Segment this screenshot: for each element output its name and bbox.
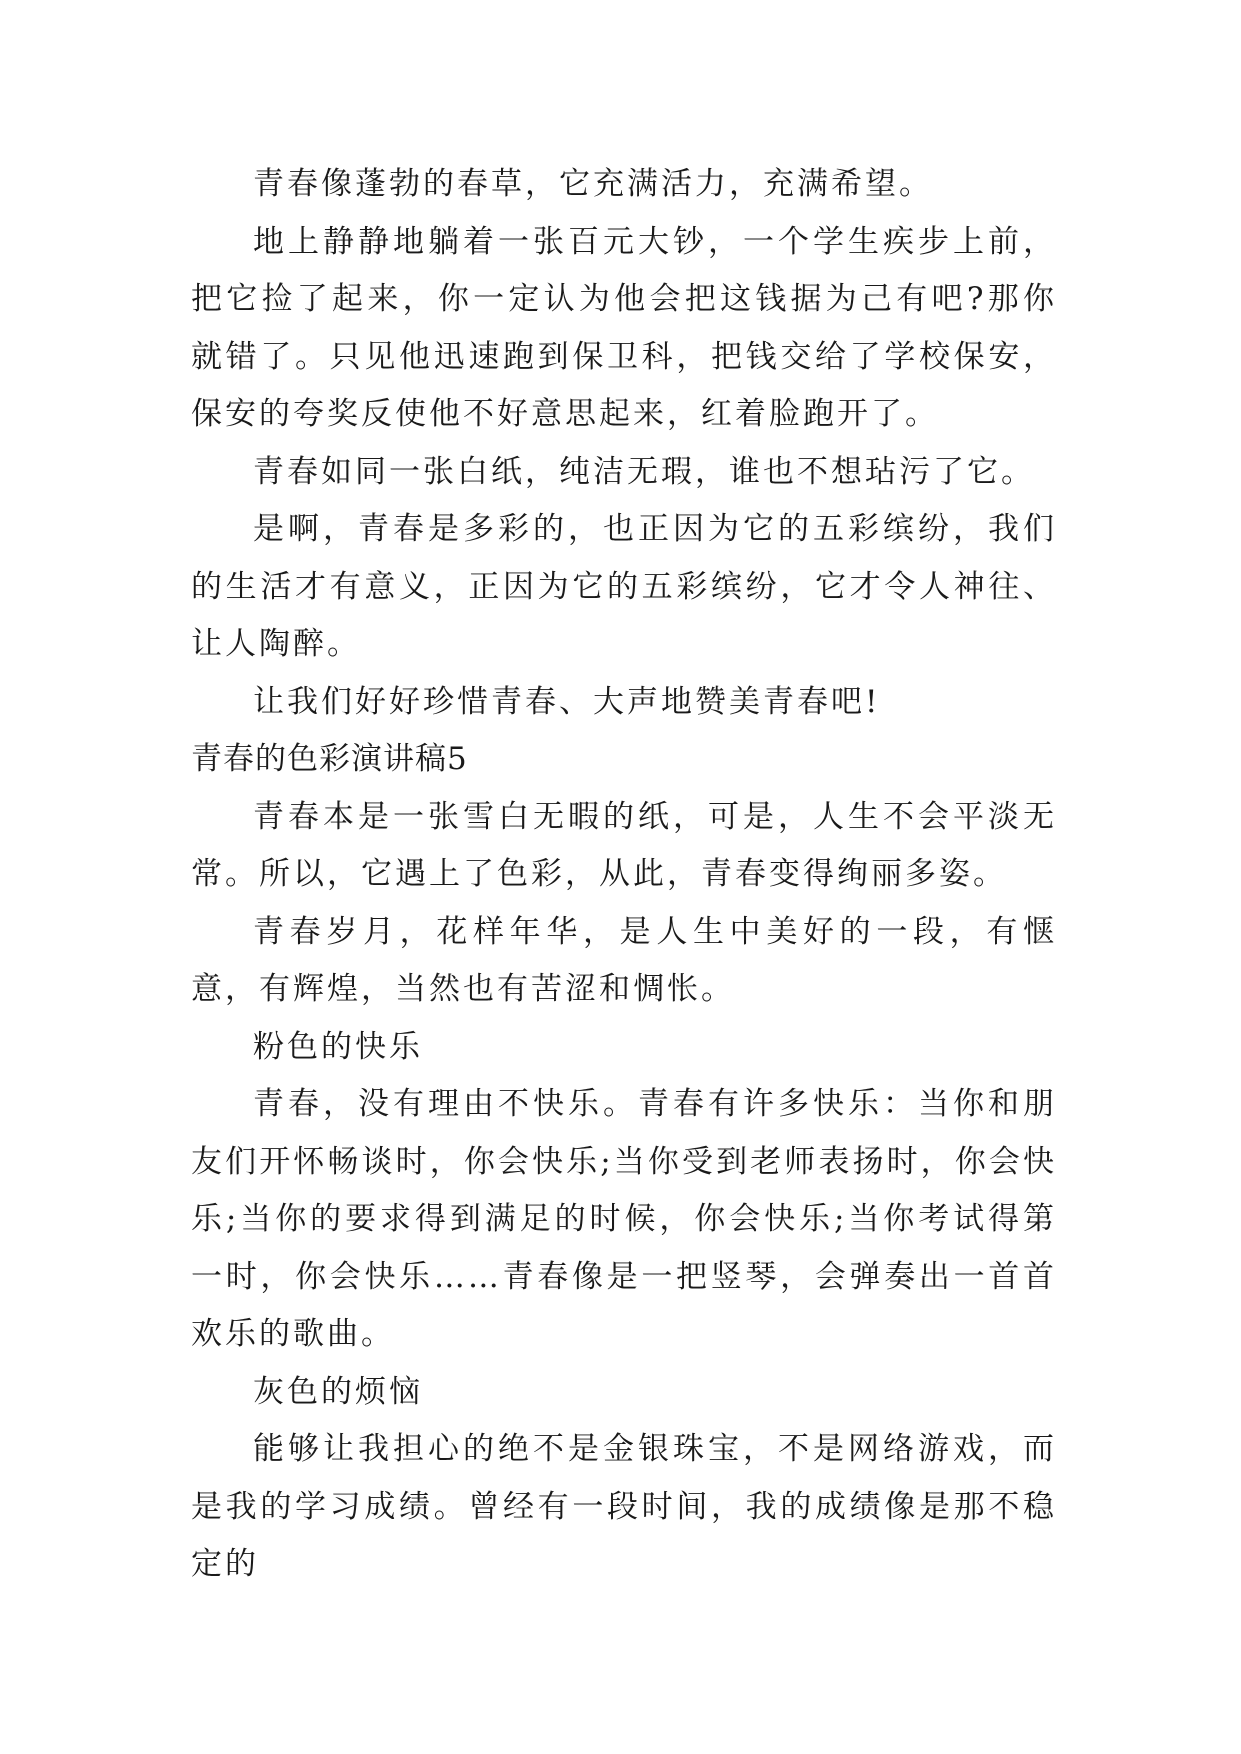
paragraph-banknote-story: 地上静静地躺着一张百元大钞，一个学生疾步上前，把它捡了起来，你一定认为他会把这钱据为己有吧?那你就错了。只见他迅速跑到保卫科，把钱交给了学校保安，保安的夸奖反使他不好意思起来，红着脸跑开了。	[191, 223, 1057, 432]
paragraph-white-paper: 青春如同一张白纸，纯洁无瑕，谁也不想玷污了它。	[253, 453, 1035, 490]
paragraph-worry: 能够让我担心的绝不是金银珠宝，不是网络游戏，而是我的学习成绩。曾经有一段时间，我的成绩像是那不稳定的	[191, 1431, 1057, 1582]
document-body	[191, 156, 1057, 1594]
paragraph-youth-years: 青春岁月，花样年华，是人生中美好的一段，有惬意，有辉煌，当然也有苦涩和惆怅。	[191, 913, 1057, 1007]
paragraph-cherish-youth: 让我们好好珍惜青春、大声地赞美青春吧!	[253, 683, 881, 720]
paragraph-white-paper-intro: 青春本是一张雪白无暇的纸，可是，人生不会平淡无常。所以，它遇上了色彩，从此，青春变得绚丽多姿。	[191, 798, 1057, 892]
paragraph-joy: 青春，没有理由不快乐。青春有许多快乐：当你和朋友们开怀畅谈时，你会快乐;当你受到老师表扬时，你会快乐;当你的要求得到满足的时候，你会快乐;当你考试得第一时，你会快乐……青春像是一把竖琴，会弹奏出一首首欢乐的歌曲。	[191, 1086, 1057, 1352]
section-heading: 青春的色彩演讲稿5	[191, 741, 468, 777]
paragraph-colorful-youth: 是啊，青春是多彩的，也正因为它的五彩缤纷，我们的生活才有意义，正因为它的五彩缤纷，它才令人神往、让人陶醉。	[191, 511, 1057, 662]
subheading-pink-joy: 粉色的快乐	[253, 1028, 423, 1065]
subheading-gray-worry: 灰色的烦恼	[253, 1373, 423, 1410]
paragraph-spring-grass: 青春像蓬勃的春草，它充满活力，充满希望。	[253, 166, 933, 202]
